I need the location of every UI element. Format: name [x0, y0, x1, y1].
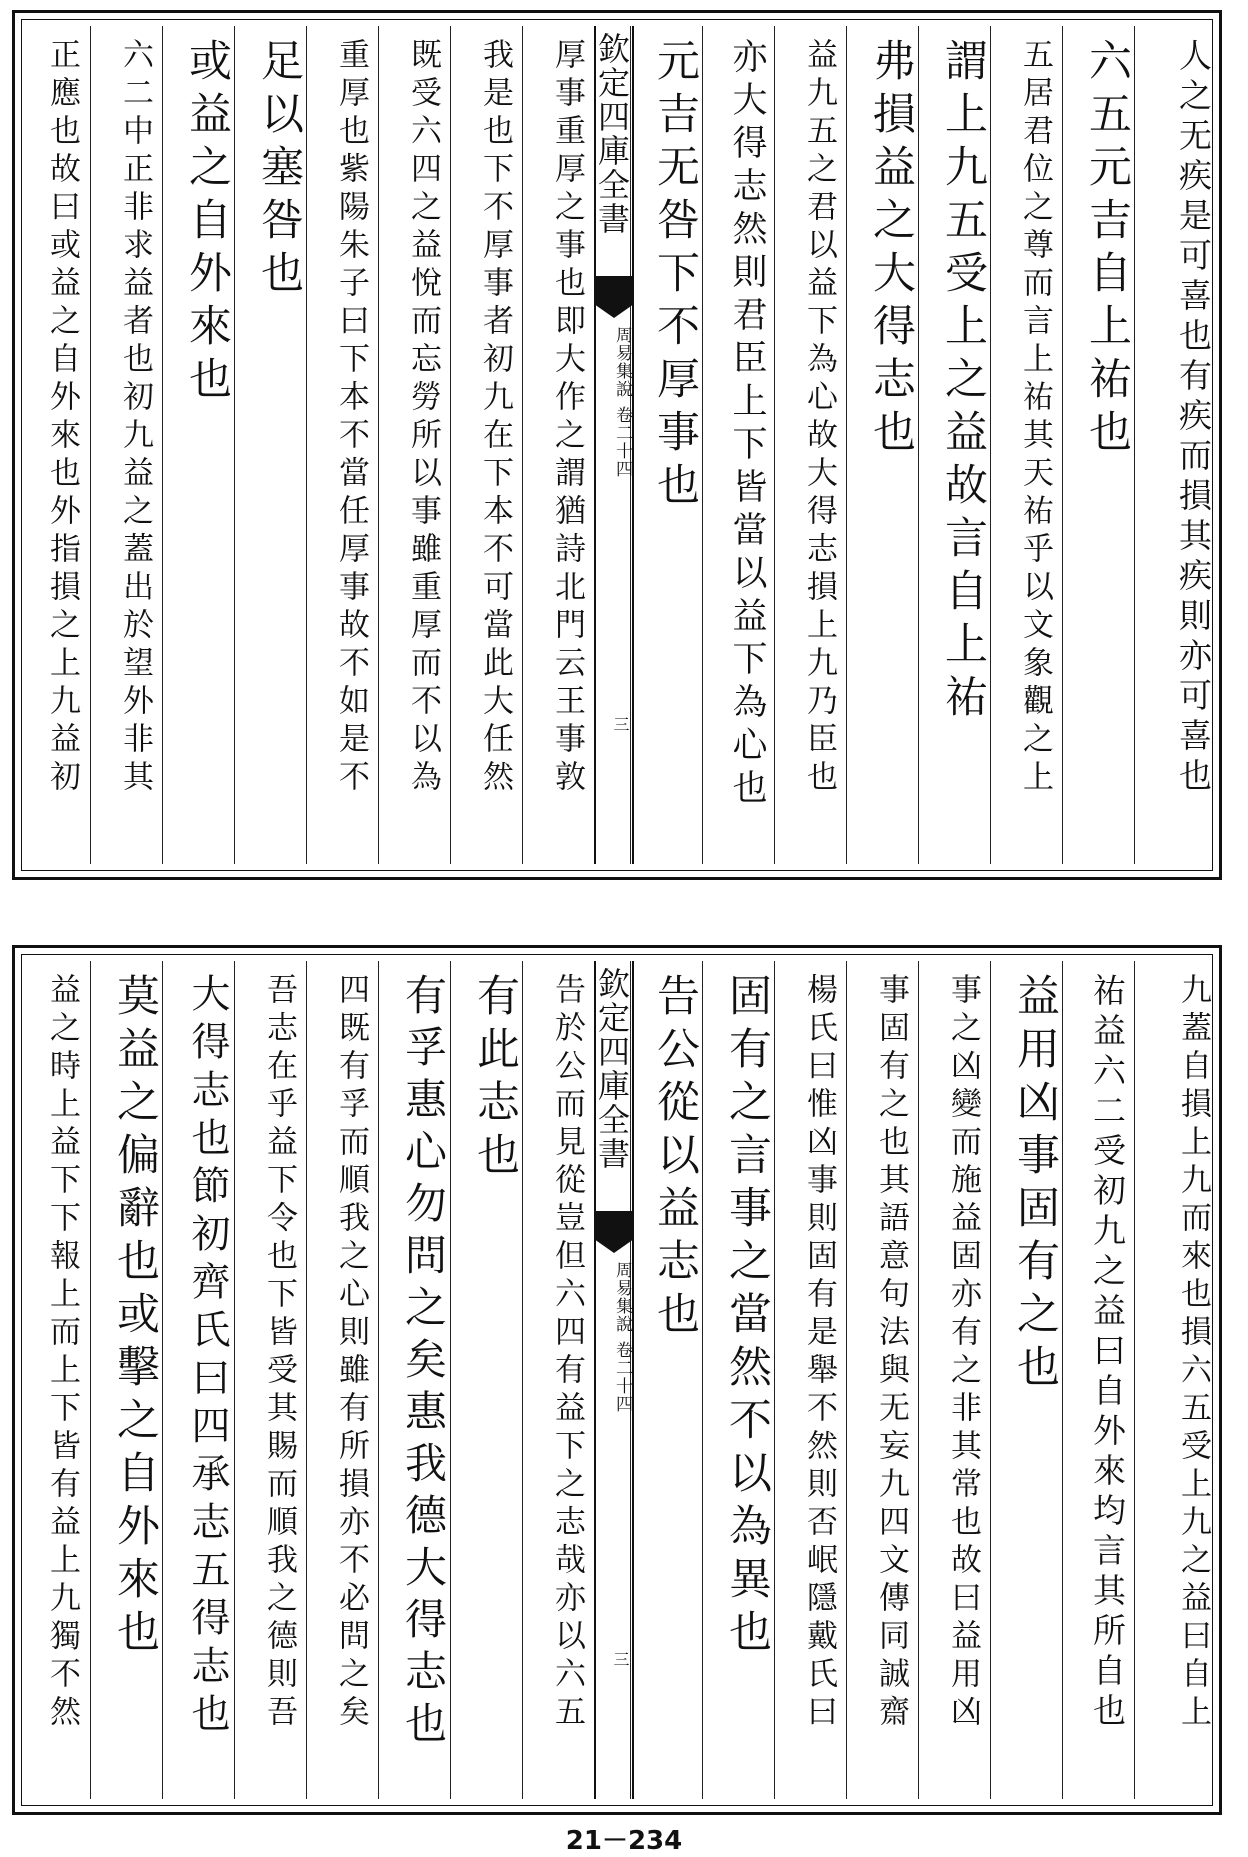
column-text: 人之无疾是可喜也有疾而損其疾則亦可喜也: [1174, 38, 1213, 798]
column-text: 六二中正非求益者也初九益之蓋出於望外非其: [117, 38, 153, 798]
column-text: 有此志也: [470, 973, 520, 1185]
header-volume: 卷二十四: [612, 1341, 632, 1413]
column-text: 既受六四之益悅而忘勞所以事雖重厚而不以為: [405, 38, 441, 798]
column-text: 弗損益之大得志也: [866, 38, 916, 462]
text-column: [990, 961, 1063, 1799]
text-column: [918, 961, 991, 1799]
text-column: [1062, 26, 1135, 864]
text-column: [162, 961, 235, 1799]
column-text: 六五元吉自上祐也: [1082, 38, 1132, 462]
text-column: [774, 26, 847, 864]
text-column: [234, 26, 307, 864]
header-volume: 卷二十四: [612, 406, 632, 478]
text-column: [522, 961, 595, 1799]
column-text: 九蓋自損上九而來也損六五受上九之益曰自上: [1175, 973, 1211, 1733]
column-text: 益用凶事固有之也: [1010, 973, 1060, 1397]
text-column: [450, 961, 523, 1799]
center-fold-strip: [594, 961, 634, 1799]
header-title: 欽定四庫全書: [593, 967, 631, 1171]
column-text: 亦大得志然則君臣上下皆當以益下為心也: [727, 38, 767, 812]
text-column: [522, 26, 595, 864]
top-page: [12, 10, 1222, 880]
column-text: 莫益之偏辭也或擊之自外來也: [110, 973, 160, 1662]
column-text: 大得志也節初齊氏曰四承志五得志也: [185, 973, 230, 1741]
text-column: [306, 961, 379, 1799]
text-column: [1134, 961, 1221, 1799]
text-column: [22, 26, 90, 864]
text-column: [1134, 26, 1221, 864]
footer-page-reference: 21－234: [565, 1826, 683, 1856]
column-text: 祐益六二受初九之益曰自外來均言其所自也: [1088, 973, 1127, 1733]
text-column: [774, 961, 847, 1799]
column-text: 四既有孚而順我之心則雖有所損亦不必問之矣: [333, 973, 369, 1733]
column-text: 元吉无咎下不厚事也: [650, 38, 700, 515]
text-column: [1062, 961, 1135, 1799]
text-column: [378, 961, 451, 1799]
column-text: 益九五之君以益下為心故大得志損上九乃臣也: [801, 38, 837, 798]
text-column: [378, 26, 451, 864]
text-column: [90, 26, 163, 864]
bottom-page-frame: [21, 954, 1213, 1806]
text-column: [450, 26, 523, 864]
column-text: 事之凶變而施益固亦有之非其常也故曰益用凶: [945, 973, 981, 1733]
column-text: 我是也下不厚事者初九在下本不可當此大任然: [477, 38, 513, 798]
bottom-page: [12, 945, 1222, 1815]
header-book-title: 周易集說: [612, 1261, 632, 1333]
text-column: [90, 961, 163, 1799]
text-column: [846, 26, 919, 864]
column-text: 固有之言事之當然不以為異也: [722, 973, 772, 1662]
fishtail-mark: [596, 276, 632, 304]
fishtail-mark: [596, 1211, 632, 1239]
column-text: 益之時上益下下報上而上下皆有益上九獨不然: [44, 973, 80, 1733]
column-text: 厚事重厚之事也即大作之謂猶詩北門云王事敦: [549, 38, 585, 798]
column-text: 楊氏曰惟凶事則固有是舉不然則否岷隱戴氏曰: [801, 973, 837, 1733]
column-text: 有孚惠心勿問之矣惠我德大得志也: [399, 973, 448, 1753]
header-title: 欽定四庫全書: [593, 32, 631, 236]
column-text: 謂上九五受上之益故言自上祐: [938, 38, 988, 727]
column-text: 正應也故曰或益之自外來也外指損之上九益初: [44, 38, 80, 798]
page-number: 三: [611, 716, 630, 732]
column-text: 重厚也紫陽朱子曰下本不當任厚事故不如是不: [333, 38, 369, 798]
text-column: [918, 26, 991, 864]
text-column: [234, 961, 307, 1799]
page-number: 三: [611, 1651, 630, 1667]
column-text: 告公從以益志也: [650, 973, 700, 1344]
center-fold-strip: [594, 26, 634, 864]
column-text: 或益之自外來也: [182, 38, 232, 409]
text-column: [162, 26, 235, 864]
text-column: [22, 961, 90, 1799]
text-column: [630, 961, 703, 1799]
text-column: [630, 26, 703, 864]
column-text: 事固有之也其語意句法與无妄九四文傳同誠齋: [873, 973, 909, 1733]
text-column: [846, 961, 919, 1799]
text-column: [702, 26, 775, 864]
column-text: 告於公而見從豈但六四有益下之志哉亦以六五: [549, 973, 585, 1733]
text-column: [306, 26, 379, 864]
column-text: 足以塞咎也: [254, 38, 304, 303]
column-text: 吾志在乎益下令也下皆受其賜而順我之德則吾: [261, 973, 297, 1733]
top-page-frame: [21, 19, 1213, 871]
text-column: [702, 961, 775, 1799]
text-column: [990, 26, 1063, 864]
column-text: 五居君位之尊而言上祐其天祐乎以文象觀之上: [1017, 38, 1053, 798]
header-book-title: 周易集說: [612, 326, 632, 398]
